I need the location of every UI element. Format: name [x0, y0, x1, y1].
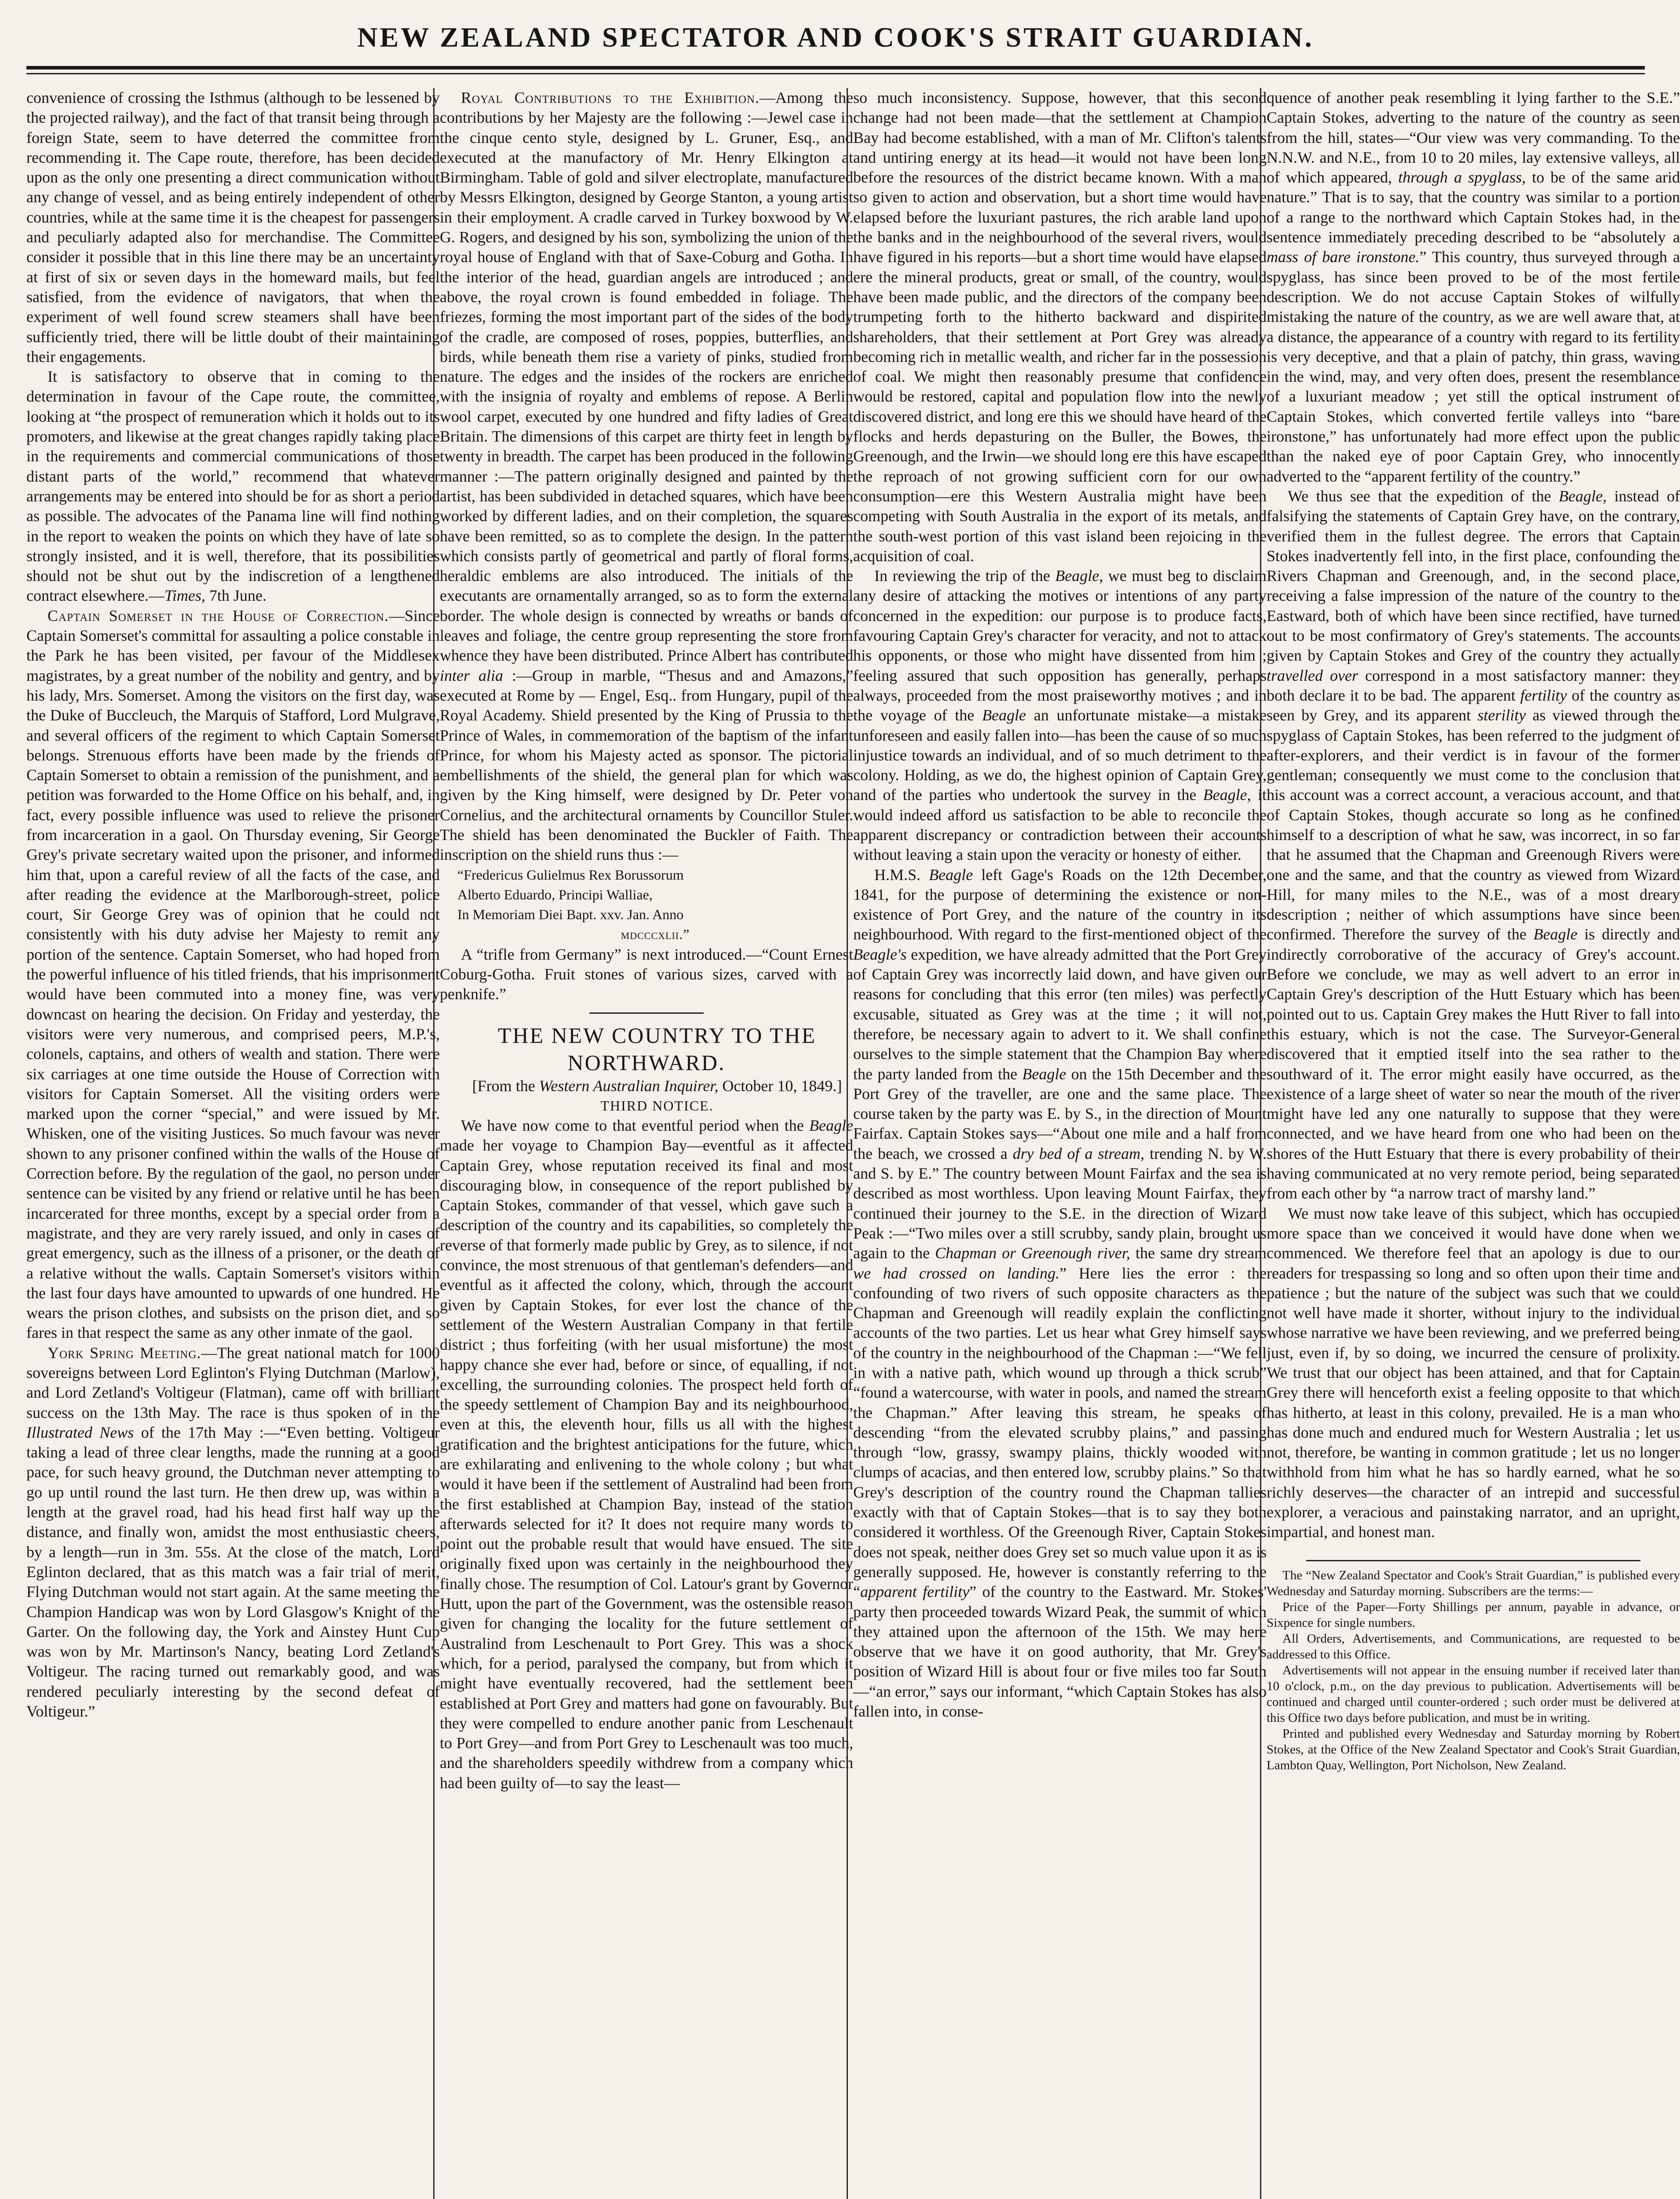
inscription-line: mdcccxlii.” [621, 926, 690, 942]
article-paragraph [853, 566, 1267, 865]
article-paragraph: A “trifle from Germany” is next introduced.—“Count Ernest Coburg-Gotha. Fruit stones of various sizes, carved with a penknife.” [440, 945, 853, 1003]
text-run: October 10, 1849.] [718, 1077, 842, 1095]
text-run: instead of falsifying the statements of Captain Grey have, on the contrary, verified them in the fullest degree. The errors that Captain Stokes inadvertently fell into, in the first place, confounding the Rivers Chapman and Greenough, and, in the second place, receiving a false impression of the nature of the country to the Eastward, both of which have been since rectified, have turned out to be most confirmatory of Grey's statements. The accounts given by Captain Stokes and Grey of the country they actually [1267, 487, 1680, 665]
text-run: on the 15th December and the Port Grey of the traveller, are one and the same place. The course taken by the party was E. by S., in the direction of Mount Fairfax. Captain Stokes says—“About one mile and a half from the beach, we crossed a [853, 1065, 1267, 1162]
text-italic: sterility [1477, 706, 1526, 724]
text-italic: we had crossed on landing. [853, 1264, 1060, 1282]
column-2 [440, 88, 853, 2199]
text-run: ” This country, thus surveyed through a spyglass, has since been proved to be of the most fertile description. We do not accuse Captain Stokes of wilfully mistaking the nature of the country, as we are well aware that, at a distance, the appearance of a country with regard to its fertility is very deceptive, and that a plain of patchy, thin grass, waving in the wind, may, and very often does, present the resemblance of a luxuriant meadow ; yet still the optical instrument of Captain Stokes, which converted fertile valleys into “bare ironstone,” has unfortunately had more effect upon the public than the naked eye of poor Captain Grey, who innocently adverted to the “apparent fertility of the country.” [1267, 248, 1680, 485]
text-run: —Since Captain Somerset's committal for assaulting a police constable in the Park he has been visited, per favour of the Middlesex magistrates, by a great number of the nobility and gentry, and by his lady, Mrs. Somerset. Among the visitors on the first day, was the Duke of Buccleuch, the Marquis of Stafford, Lord Mulgrave, and several officers of the regiment to which Captain Somerset belongs. Strenuous efforts have been made by the friends of Captain Somerset to obtain a remission of the punishment, and a petition was forwarded to the Home Office on his behalf, and, in fact, every possible influence was used to relieve the prisoner from incarceration in a gaol. On Thursday evening, Sir George Grey's private secretary waited upon the prisoner, and informed him that, upon a careful review of all the facts of the case, and after reading the evidence at the Marlborough-street, police court, Sir George Grey was of opinion that he could not consistently with his duty advise her Majesty to remit any portion of the sentence. Captain Somerset, who had hoped from the powerful influence of his titled friends, that his imprisonment would have been commuted into a money fine, was very downcast on hearing the decision. On Friday and yesterday, the visitors were very numerous, and comprised peers, M.P.'s, colonels, captains, and others of wealth and station. There were six carriages at one time outside the House of Correction with visitors for Captain Somerset. All the visiting orders were marked upon the corner “special,” and were issued by Mr. Whisken, one of the visiting Justices. So much favour was never shown to any prisoner confined within the walls of the House of Correction before. By the regulation of the gaol, no person under sentence can be visited by any friend or relative until he has been incarcerated for three months, except by a special order from a magistrate, and they are very rarely issued, and only in cases of great emergency, such as the illness of a prisoner, or the death of a relative without the walls. Captain Somerset's visitors within the last four days have amounted to upwards of one hundred. He wears the prison clothes, and subsists on the prison diet, and so fares in that respect the same as any other inmate of the gaol. [26, 606, 440, 1342]
text-italic: Chapman or Greenough river, [935, 1244, 1130, 1262]
article-paragraph [440, 88, 853, 865]
imprint-rule [1306, 1560, 1640, 1561]
imprint-paragraph: Advertisements will not appear in the ensuing number if received later than 10 o'clock, p.m., on the day previous to publication. Advertisements will be continued and charged until counter-ordered ; such order must be delivered at this Office two days before publication, and must be in writing. [1267, 1663, 1680, 1725]
article-heading: Royal Contributions to the Exhibition. [461, 89, 760, 106]
imprint-paragraph: Printed and published every Wednesday and Saturday morning by Robert Stokes, at the Office of the New Zealand Spectator and Cook's Strait Guardian, Lambton Quay, Wellington, Port Nicholson, New Zealand. [1267, 1726, 1680, 1772]
text-run: :—Group in marble, “Thesus and and Amazons,” executed at Rome by — Engel, Esq.. from Hungary, pupil of the Royal Academy. Shield presented by the King of Prussia to the Prince of Wales, in commemoration of the baptism of the infant Prince, for whom his Majesty acted as sponsor. The pictorial embellishments of the shield, the general plan for which was given by the King himself, were designed by Dr. Peter von Cornelius, and the architectural ornaments by Councillor Stuler. The shield has been denominated the Buckler of Faith. The inscription on the shield runs thus :— [440, 666, 854, 864]
article-paragraph [26, 1343, 440, 1722]
text-run: the same dry stream [1130, 1244, 1267, 1262]
section-rule [589, 1012, 704, 1014]
article-heading: Captain Somerset in the House of Correction. [47, 606, 389, 625]
ship-name: Beagle's [853, 945, 907, 963]
section-heading: THE NEW COUNTRY TO THE NORTHWARD. [497, 1023, 817, 1075]
text-run: It is satisfactory to observe that in coming to the determination in favour of the Cape route, the committee, looking at “the prospect of remuneration which it holds out to its promoters, and likewise at the great changes rapidly taking place in the requirements and commercial communications of those distant parts of the world,” recommend that whatever arrangements may be entered into should be for as short a period as possible. The advocates of the Panama line will find nothing in the report to weaken the points on which they have of late so strongly insisted, and it is well, therefore, that its possibilities should not be shut out by the indiscretion of a lengthened contract elsewhere.— [26, 368, 440, 605]
masthead-rule-thin [26, 73, 1645, 74]
ship-name: Beagle [929, 866, 973, 884]
text-run: expedition, we have already admitted that the Port Grey of Captain Grey was incorrectly laid down, and have given our reasons for concluding that this error (ten miles) was perfectly excusable, situated as Grey was at the time ; it will not, therefore, be necessary again to advert to it. We shall confine ourselves to the simple statement that the Champion Bay where the party landed from the [853, 945, 1267, 1083]
ship-name: Beagle [982, 706, 1026, 724]
inscription-line: Alberto Eduardo, Principi Walliae, [457, 886, 653, 902]
ship-name: Beagle [1533, 925, 1578, 943]
text-run: to be of the same arid nature.” That is to say, that the country was similar to a portion of a range to the northward which Captain Stokes had, in the sentence immediately preceding described to be “absolutely a [1267, 168, 1680, 246]
text-run: In reviewing the trip of the [874, 567, 1055, 585]
imprint-paragraph: Price of the Paper—Forty Shillings per annum, payable in advance, or Sixpence for single numbers. [1267, 1600, 1680, 1630]
article-heading: York Spring Meeting. [47, 1344, 201, 1362]
notice-label: THIRD NOTICE. [600, 1097, 714, 1114]
text-run: quence of another peak resembling it lying farther to the S.E.” Captain Stokes, adverting to the nature of the country as seen from the hill, states—“Our view was very commanding. To the N.N.W. and N.E., from 10 to 20 miles, lay extensive valleys, all of which appeared, [1267, 89, 1680, 186]
inscription-line: “Fredericus Gulielmus Rex Borussorum [457, 866, 684, 883]
text-run: [From the [472, 1077, 539, 1095]
text-run: an unfortunate mistake—a mistake unforeseen and easily fallen into—has been the cause of so much injustice towards an individual, and of so much detriment to the colony. Holding, as we do, the highest opinion of Captain Grey, and of the parties who undertook the survey in the [853, 706, 1267, 804]
text-italic: mass of bare ironstone. [1267, 248, 1420, 266]
text-italic: inter alia [440, 666, 504, 684]
source-citation: Western Australian Inquirer, [539, 1077, 719, 1095]
imprint-paragraph: The “New Zealand Spectator and Cook's Strait Guardian,” is published every Wednesday and Saturday morning. Subscribers are the terms:— [1267, 1568, 1680, 1598]
article-paragraph [440, 1116, 853, 1793]
text-run: ” of the country to the Eastward. Mr. Stokes' party then proceeded towards Wizard Peak, the summit of which they attained upon the afternoon of the 15th. We may here observe that we have it on good authority, that Mr. Grey's position of Wizard Hill is about four or five miles too far South—“an error,” says our informant, “which Captain Stokes has also fallen into, in conse- [853, 1583, 1267, 1720]
ship-name: Beagle [809, 1116, 853, 1134]
text-run: correspond in a most satisfactory manner: they both declare it to be bad. The apparent [1267, 666, 1680, 704]
text-italic: travelled over [1267, 666, 1358, 684]
text-run: trending N. by W. and S. by E.” The country between Mount Fairfax and the sea is described as most worthless. Upon leaving Mount Fairfax, they continued their journey to the S.E. in the direction of Wizard Peak :—“Two miles over a still scrubby, sandy plain, brought us again to the [853, 1144, 1267, 1262]
text-italic: through a spyglass, [1398, 168, 1526, 186]
article-paragraph [26, 606, 440, 1343]
ship-name: Beagle [1022, 1065, 1066, 1083]
text-run: as viewed through the spyglass of Captain Stokes, has been referred to the judgment of after-explorers, and their verdict is in favour of the former gentleman; consequently we must come to the conclusion that his account was a correct account, a veracious account, and that of Captain Stokes, though accurate so long as he confined himself to a description of what he saw, was incorrect, in so far that he assumed that the Chapman and Greenough Rivers were one and the same, and that the country as viewed from Wizard Hill, for many miles to the N.E., was of a most dreary description ; neither of which assumptions have since been confirmed. Therefore the survey of the [1267, 706, 1680, 943]
article-paragraph [26, 367, 440, 606]
text-run: We thus see that the expedition of the [1288, 487, 1559, 505]
source-citation: Times, [164, 587, 205, 605]
source-citation: Illustrated News [26, 1423, 134, 1441]
imprint-paragraph: All Orders, Advertisements, and Communications, are requested to be addressed to this Office. [1267, 1631, 1680, 1662]
text-italic: fertility [1520, 686, 1567, 704]
column-4 [1267, 88, 1680, 2199]
inscription-line: In Memoriam Diei Bapt. xxv. Jan. Anno [457, 906, 684, 923]
source-date: 7th June. [205, 587, 267, 605]
article-paragraph: so much inconsistency. Suppose, however, that this second change had not been made—that the settlement at Champion Bay had become established, with a man of Mr. Clifton's talents and untiring energy at its head—it would not have been long before the resources of the district became known. With a man so given to action and observation, but a short time would have elapsed before the luxuriant pastures, the rich arable land upon the banks and in the neighbourhood of the several rivers, would have figured in his reports—but a short time would have elapsed ere the mineral products, great or small, of the country, would have been made public, and the directors of the company been trumpeting forth to the hitherto backward and dispirited shareholders, that their settlement at Port Grey was already becoming rich in metallic wealth, and richer far in the possession of coal. We might then reasonably presume that confidence would be restored, capital and population flow into the newly discovered district, and long ere this we should have heard of the flocks and herds depasturing on the Buller, the Bowes, the Greenough, and the Irwin—we should long ere this have escaped the reproach of not growing sufficient corn for our own consumption—ere this Western Australia might have been competing with South Australia in the export of its metals, and the south-west portion of this vast island been rejoicing in the acquisition of coal. [853, 89, 1267, 565]
article-paragraph: convenience of crossing the Isthmus (although to be lessened by the projected railway), and the fact of that transit being through a foreign State, seem to have deterred the committee from recommending it. The Cape route, therefore, has been decided upon as the only one presenting a direct communication without any change of vessel, and as being entirely independent of other countries, while at the same time it is the cheapest for passengers and peculiarly adapted also for merchandise. The Committee consider it possible that in this line there may be an uncertainty at first of six or seven days in the homeward mails, but feel satisfied, from the evidence of navigators, that when the experiment of well found screw steamers shall have been sufficiently tried, there will be little doubt of their maintaining their engagements. [26, 89, 440, 365]
text-run: of the country as seen by Grey, and its apparent [1267, 686, 1680, 724]
masthead-rule-thick [26, 66, 1645, 69]
text-run: , it would indeed afford us satisfaction to be able to reconcile the apparent discrepancy or contradiction between their accounts without leaving a stain upon the veracity or honesty of either. [853, 786, 1267, 864]
source-line [440, 1076, 853, 1096]
ship-name: Beagle [1055, 567, 1099, 585]
text-run: ” Here lies the error : the confounding of two rivers of such opposite characters as the Chapman and Greenough will readily explain the conflicting accounts of the two parties. Let us hear what Grey himself says of the country in the neighbourhood of the Chapman :—“We fell in with a native path, which wound up through a thick scrub” “found a watercourse, with water in pools, and named the stream the Chapman.” After leaving this stream, he speaks of descending “from the elevated scrubby plains,” and passing through “low, grassy, swampy plains, thickly wooded with clumps of acacias, and then entered low, scrubby plains.” So that Grey's description of the country round the Chapman tallies exactly with that of Captain Stokes—that is to say they both considered it worthless. Of the Greenough River, Captain Stokes does not speak, neither does Grey set so much value upon it as is generally supposed. He, however is constantly referring to the “ [853, 1264, 1267, 1601]
ship-name: Beagle [1203, 786, 1247, 804]
text-run: left Gage's Roads on the 12th December, 1841, for the purpose of determining the existence or non-existence of Port Grey, and the nature of the country in its neighbourhood. With regard to the first-mentioned object of the [853, 866, 1267, 943]
text-run: made her voyage to Champion Bay—eventful as it affected Captain Grey, whose reputation received its final and most discouraging blow, in consequence of the report published by Captain Stokes, commander of that vessel, which gave such a description of the country and its capabilities, so completely the reverse of that formerly made public by Grey, as to silence, if not convince, the most strenuous of that gentleman's defenders—and eventful as it affected the colony, which, through the account given by Captain Stokes, for ever lost the chance of the settlement of the Western Australian Company in that fertile district ; thus forfeiting (with her usual misfortune) the most happy chance she ever had, before or since, of equalling, if not excelling, the surrounding colonies. The prospect held forth of the speedy settlement of Champion Bay and its neighbourhood, even at this, the eleventh hour, fills us all with the highest gratification and the brightest anticipations for the future, which are exhilarating and enlivening to the whole colony ; but what would it have been if the settlement of Australind had been from the first established at Champion Bay, instead of the station afterwards selected for it? It does not require many words to point out the probable result that would have ensued. The site originally fixed upon was certainly in the neighbourhood they finally chose. The resumption of Col. Latour's grant by Governor Hutt, upon the part of the Government, was the ostensible reason given for changing the locality for the future settlement of Australind from Leschenault to Port Grey. This was a shock which, for a period, paralysed the company, but from which it might have eventually recovered, had the settlement been established at Port Grey and matters had gone on favourably. But they were compelled to endure another panic from Leschenault to Port Grey—and from Port Grey to Leschenault was too much, and the shareholders speedily withdrew from a company which had been guilty of—to say the least— [440, 1136, 853, 1792]
column-1 [26, 88, 440, 2199]
text-run: is directly and indirectly corroborative of the accuracy of Grey's account. Before we conclude, we may as well advert to an error in Captain Grey's description of the Hutt Estuary which has been pointed out to us. Captain Grey makes the Hutt River to fall into this estuary, which is not the case. The Surveyor-General discovered that it emptied itself into the sea rather to the southward of it. The error might easily have occurred, as the existence of a large sheet of water so near the mouth of the river might have led any one naturally to suppose that they were connected, and we have heard from one who had been on the shores of the Hutt Estuary that there is every probability of their having communicated at no very remote period, being separated from each other by “a narrow tract of marshy land.” [1267, 925, 1680, 1202]
text-italic: dry bed of a stream, [1012, 1144, 1145, 1162]
text-run: We have now come to that eventful period when the [461, 1116, 810, 1134]
text-run: H.M.S. [874, 866, 929, 884]
article-paragraph: We must now take leave of this subject, which has occupied more space than we conceived it would have done when we commenced. We therefore feel that an apology is due to our readers for trespassing so long and so often upon their time and patience ; but the nature of the subject was such that we could not well have made it shorter, without injury to the individual whose narrative we have been reviewing, and we preferred being just, even if, by so doing, we incurred the censure of prolixity. We trust that our object has been attained, and that for Captain Grey there will henceforth exist a feeling opposite to that which has hitherto, at least in this colony, prevailed. He is a man who has done much and endured much for Western Australia ; let us not, therefore, be wanting in common gratitude ; let us no longer withhold from him what he has so hardly earned, what he so richly deserves—the character of an intrepid and successful explorer, a veracious and painstaking narrator, and an upright, impartial, and honest man. [1267, 1204, 1680, 1541]
article-paragraph [1267, 486, 1680, 1204]
article-paragraph [853, 865, 1267, 1722]
masthead-title: NEW ZEALAND SPECTATOR AND COOK'S STRAIT GUARDIAN. [357, 22, 1314, 53]
text-run: of the 17th May :—“Even betting. Voltigeur taking a lead of three clear lengths, made the running at a good pace, for such heavy ground, the Dutchman never attempting to go up until round the last turn. He then drew up, was within a length at the gravel road, had his head first half way up the distance, and finally won, amidst the most enthusiastic cheers, by a length—run in 3m. 55s. At the close of the match, Lord Eglinton declared, that as this match was a fair trial of merit, Flying Dutchman would not start again. At the same meeting the Champion Handicap was won by Lord Glasgow's Knight of the Garter. On the following day, the York and Ainstey Hunt Cup was won by Mr. Martinson's Nancy, beating Lord Zetland's Voltigeur. The racing turned out remarkably good, and was rendered peculiarly interesting by the second defeat of Voltigeur.” [26, 1423, 440, 1720]
text-italic: apparent fertility [860, 1583, 970, 1601]
text-run: —Among the contributions by her Majesty are the following :—Jewel case in the cinque cento style, designed by L. Gruner, Esq., and executed at the manufactory of Mr. Henry Elkington at Birmingham. Table of gold and silver electroplate, manufactured by Messrs Elkington, designed by George Stanton, a young artist in their employment. A cradle carved in Turkey boxwood by W. G. Rogers, and designed by his son, symbolizing the union of the royal house of England with that of Saxe-Coburg and Gotha. In the interior of the head, guardian angels are introduced ; and above, the royal crown is found embedded in foliage. The friezes, forming the most important part of the sides of the body of the cradle, are composed of roses, poppies, butterflies, and birds, while beneath them rise a variety of pinks, studied from nature. The edges and the insides of the rockers are enriched with the insignia of royalty and emblems of repose. A Berlin wool carpet, executed by one hundred and fifty ladies of Great Britain. The dimensions of this carpet are thirty feet in length by twenty in breadth. The carpet has been produced in the following manner :—The pattern originally designed and painted by the artist, has been subdivided in detached squares, which have been worked by different ladies, and on their completion, the squares have been remitted, so as to complete the design. In the pattern which consists partly of geometrical and partly of floral forms, heraldic emblems are also introduced. The initials of the executants are ornamentally arranged, so as to form the external border. The whole design is connected by wreaths or bands of leaves and foliage, the centre group representing the store from whence they have been distributed. Prince Albert has contributed [440, 89, 853, 665]
ship-name: Beagle, [1559, 487, 1607, 505]
text-run: —The great national match for 1000 sovereigns between Lord Eglinton's Flying Dutchman (Marlow), and Lord Zetland's Voltigeur (Flatman), came off with brilliant success on the 13th May. The race is thus spoken of in the [26, 1344, 440, 1421]
publisher-imprint [1267, 1567, 1680, 1773]
text-run: , we must beg to disclaim any desire of attacking the motives or intentions of any party concerned in the expedition: our purpose is to produce facts, favouring Captain Grey's character for veracity, and not to attack his opponents, or those who might have dissented from him ; feeling assured that such opposition has generally, perhaps always, proceeded from the most praiseworthy motives ; and in the voyage of the [853, 567, 1267, 724]
column-3 [853, 88, 1267, 2199]
article-paragraph [1267, 88, 1680, 486]
